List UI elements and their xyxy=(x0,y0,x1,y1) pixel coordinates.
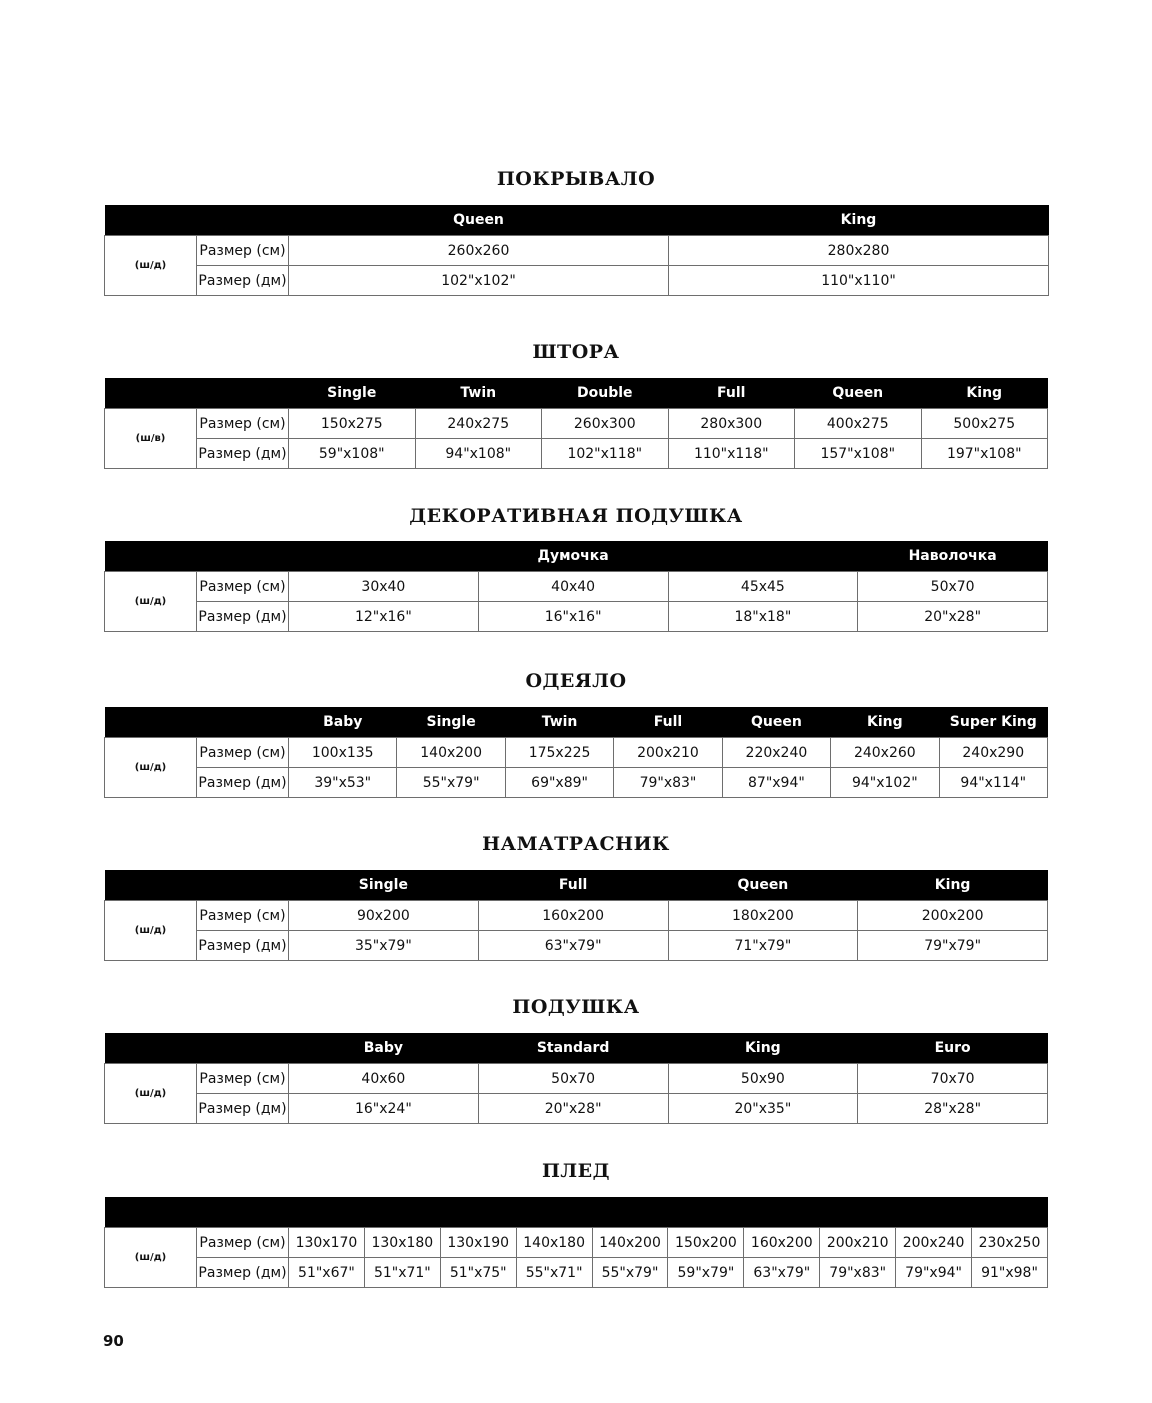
table-cell: 140x200 xyxy=(592,1228,668,1258)
dimension-label: (ш/д) xyxy=(105,901,197,961)
table-cell: 40x60 xyxy=(289,1064,479,1094)
table-row xyxy=(105,1064,1048,1094)
table-row xyxy=(105,1258,1048,1288)
table-cell: 50x70 xyxy=(478,1064,668,1094)
section-pokryvalo xyxy=(104,166,1048,296)
header-row xyxy=(105,1033,1048,1064)
table-cell: 69"x89" xyxy=(505,768,613,798)
table-cell: 63"x79" xyxy=(478,931,668,961)
table-cell: 12"x16" xyxy=(289,602,479,632)
header-cell: Queen xyxy=(795,378,922,409)
table-cell: 18"x18" xyxy=(668,602,858,632)
row-label-in: Размер (дм) xyxy=(197,266,289,296)
header-cell: King xyxy=(921,378,1048,409)
row-label-cm: Размер (см) xyxy=(197,738,289,768)
table-cell: 150x275 xyxy=(289,409,416,439)
header-cell: Наволочка xyxy=(858,541,1048,572)
table-cell: 39"x53" xyxy=(289,768,397,798)
table-cell: 157"x108" xyxy=(795,439,922,469)
header-blank xyxy=(197,205,289,236)
header-blank xyxy=(197,378,289,409)
table-cell: 230x250 xyxy=(972,1228,1048,1258)
size-table xyxy=(104,378,1048,469)
row-label-in: Размер (дм) xyxy=(197,439,289,469)
row-label-cm: Размер (см) xyxy=(197,1064,289,1094)
table-row xyxy=(105,768,1048,798)
table-cell: 45x45 xyxy=(668,572,858,602)
size-table xyxy=(104,541,1048,632)
table-row xyxy=(105,901,1048,931)
header-cell: Twin xyxy=(505,707,613,738)
section-title: НАМАТРАСНИК xyxy=(482,833,670,855)
section-title: ПОКРЫВАЛО xyxy=(496,168,656,190)
header-cell: Single xyxy=(397,707,505,738)
page-number: 90 xyxy=(103,1332,124,1350)
header-cell: Full xyxy=(668,378,795,409)
section-shtora xyxy=(104,339,1048,469)
table-row xyxy=(105,236,1049,266)
table-row xyxy=(105,266,1049,296)
section-pled xyxy=(104,1158,1048,1288)
header-blank xyxy=(197,870,289,901)
row-label-cm: Размер (см) xyxy=(197,236,289,266)
section-title: ШТОРА xyxy=(532,341,620,363)
table-cell: 30x40 xyxy=(289,572,479,602)
table-cell: 63"x79" xyxy=(744,1258,820,1288)
table-cell: 59"x108" xyxy=(289,439,416,469)
table-cell: 500x275 xyxy=(921,409,1048,439)
table-cell: 90x200 xyxy=(289,901,479,931)
header-blank xyxy=(105,378,197,409)
table-cell: 50x70 xyxy=(858,572,1048,602)
table-cell: 130x170 xyxy=(289,1228,365,1258)
section-podushka xyxy=(104,994,1048,1124)
dimension-label: (ш/д) xyxy=(105,572,197,632)
table-cell: 110"x118" xyxy=(668,439,795,469)
size-table xyxy=(104,1197,1048,1288)
table-row xyxy=(105,1228,1048,1258)
row-label-cm: Размер (см) xyxy=(197,572,289,602)
table-cell: 79"x83" xyxy=(614,768,722,798)
table-cell: 40x40 xyxy=(478,572,668,602)
table-cell: 160x200 xyxy=(478,901,668,931)
table-cell: 200x240 xyxy=(896,1228,972,1258)
table-cell: 20"x35" xyxy=(668,1094,858,1124)
table-cell: 16"x24" xyxy=(289,1094,479,1124)
header-blank xyxy=(105,1033,197,1064)
table-cell: 240x260 xyxy=(831,738,939,768)
header-row xyxy=(105,541,1048,572)
table-cell: 79"x79" xyxy=(858,931,1048,961)
table-cell: 102"x102" xyxy=(289,266,669,296)
table-cell: 175x225 xyxy=(505,738,613,768)
table-row xyxy=(105,738,1048,768)
section-namatrasnik xyxy=(104,831,1048,961)
header-cell: Full xyxy=(614,707,722,738)
header-cell: Euro xyxy=(858,1033,1048,1064)
table-row xyxy=(105,409,1048,439)
row-label-in: Размер (дм) xyxy=(197,1094,289,1124)
header-cell: Full xyxy=(478,870,668,901)
section-title: ДЕКОРАТИВНАЯ ПОДУШКА xyxy=(409,505,743,527)
size-table xyxy=(104,707,1048,798)
table-cell: 28"x28" xyxy=(858,1094,1048,1124)
header-cell: King xyxy=(858,870,1048,901)
table-cell: 130x180 xyxy=(364,1228,440,1258)
table-row xyxy=(105,602,1048,632)
table-cell: 94"x102" xyxy=(831,768,939,798)
header-cell: King xyxy=(668,1033,858,1064)
size-table xyxy=(104,1033,1048,1124)
header-blank xyxy=(105,205,197,236)
table-cell: 280x280 xyxy=(669,236,1049,266)
table-row xyxy=(105,1094,1048,1124)
table-cell: 87"x94" xyxy=(722,768,830,798)
dimension-label: (ш/д) xyxy=(105,738,197,798)
table-cell: 20"x28" xyxy=(478,1094,668,1124)
table-cell: 100x135 xyxy=(289,738,397,768)
row-label-in: Размер (дм) xyxy=(197,931,289,961)
table-cell: 79"x94" xyxy=(896,1258,972,1288)
table-cell: 91"x98" xyxy=(972,1258,1048,1288)
table-cell: 180x200 xyxy=(668,901,858,931)
table-cell: 20"x28" xyxy=(858,602,1048,632)
table-cell: 140x200 xyxy=(397,738,505,768)
header-row xyxy=(105,378,1048,409)
table-cell: 51"x75" xyxy=(440,1258,516,1288)
section-title: ПЛЕД xyxy=(541,1160,611,1182)
table-cell: 200x200 xyxy=(858,901,1048,931)
header-cell: Twin xyxy=(415,378,542,409)
table-cell: 55"x79" xyxy=(397,768,505,798)
header-row xyxy=(105,870,1048,901)
table-cell: 140x180 xyxy=(516,1228,592,1258)
table-cell: 51"x67" xyxy=(289,1258,365,1288)
table-cell: 280x300 xyxy=(668,409,795,439)
table-cell: 50x90 xyxy=(668,1064,858,1094)
header-blank xyxy=(197,541,289,572)
table-cell: 55"x71" xyxy=(516,1258,592,1288)
table-cell: 240x290 xyxy=(939,738,1047,768)
header-cell: Queen xyxy=(722,707,830,738)
header-cell: Baby xyxy=(289,1033,479,1064)
header-blank xyxy=(197,707,289,738)
table-cell: 94"x108" xyxy=(415,439,542,469)
dimension-label: (ш/в) xyxy=(105,409,197,469)
table-cell: 220x240 xyxy=(722,738,830,768)
row-label-cm: Размер (см) xyxy=(197,409,289,439)
table-cell: 71"x79" xyxy=(668,931,858,961)
dimension-label: (ш/д) xyxy=(105,1064,197,1124)
header-cell: Double xyxy=(542,378,669,409)
header-cell: Baby xyxy=(289,707,397,738)
table-row xyxy=(105,931,1048,961)
dimension-label: (ш/д) xyxy=(105,236,197,296)
header-blank xyxy=(105,870,197,901)
table-cell: 51"x71" xyxy=(364,1258,440,1288)
header-row xyxy=(105,205,1049,236)
dimension-label: (ш/д) xyxy=(105,1228,197,1288)
header-blank xyxy=(105,541,197,572)
section-title: ОДЕЯЛО xyxy=(525,670,627,692)
table-cell: 55"x79" xyxy=(592,1258,668,1288)
header-blank xyxy=(197,1033,289,1064)
section-odeyalo xyxy=(104,668,1048,798)
table-cell: 200x210 xyxy=(614,738,722,768)
header-cell: Standard xyxy=(478,1033,668,1064)
table-cell: 79"x83" xyxy=(820,1258,896,1288)
table-cell: 102"x118" xyxy=(542,439,669,469)
row-label-cm: Размер (см) xyxy=(197,901,289,931)
table-cell: 260x300 xyxy=(542,409,669,439)
header-cell: Single xyxy=(289,870,479,901)
row-label-in: Размер (дм) xyxy=(197,1258,289,1288)
row-label-in: Размер (дм) xyxy=(197,768,289,798)
table-cell: 94"x114" xyxy=(939,768,1047,798)
header-row xyxy=(105,707,1048,738)
table-cell: 200x210 xyxy=(820,1228,896,1258)
table-cell: 59"x79" xyxy=(668,1258,744,1288)
header-cell: Single xyxy=(289,378,416,409)
header-cell: King xyxy=(669,205,1049,236)
header-cell: Думочка xyxy=(289,541,858,572)
header-cell: Queen xyxy=(289,205,669,236)
table-cell: 150x200 xyxy=(668,1228,744,1258)
row-label-in: Размер (дм) xyxy=(197,602,289,632)
header-cell: Super King xyxy=(939,707,1047,738)
header-blank xyxy=(105,1197,1048,1228)
table-cell: 160x200 xyxy=(744,1228,820,1258)
table-cell: 260x260 xyxy=(289,236,669,266)
section-title: ПОДУШКА xyxy=(512,996,640,1018)
table-cell: 130x190 xyxy=(440,1228,516,1258)
row-label-cm: Размер (см) xyxy=(197,1228,289,1258)
table-row xyxy=(105,439,1048,469)
table-cell: 35"x79" xyxy=(289,931,479,961)
header-cell: King xyxy=(831,707,939,738)
table-row xyxy=(105,572,1048,602)
table-cell: 16"x16" xyxy=(478,602,668,632)
size-table xyxy=(104,205,1049,296)
section-dekor xyxy=(104,503,1048,632)
header-row xyxy=(105,1197,1048,1228)
table-cell: 197"x108" xyxy=(921,439,1048,469)
header-cell: Queen xyxy=(668,870,858,901)
size-table xyxy=(104,870,1048,961)
table-cell: 400x275 xyxy=(795,409,922,439)
table-cell: 240x275 xyxy=(415,409,542,439)
header-blank xyxy=(105,707,197,738)
table-cell: 70x70 xyxy=(858,1064,1048,1094)
table-cell: 110"x110" xyxy=(669,266,1049,296)
